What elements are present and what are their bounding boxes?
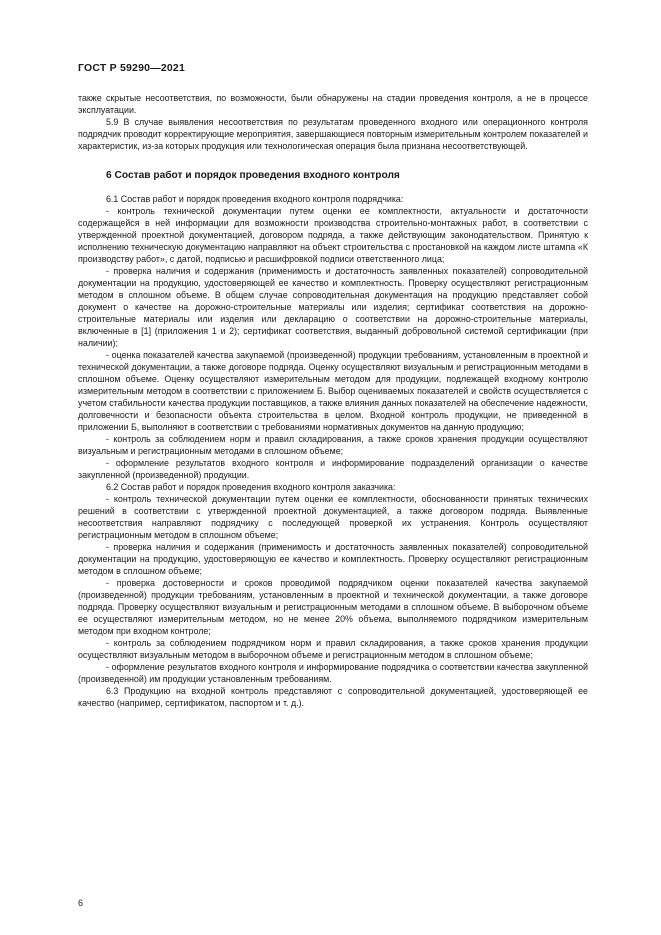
- standard-header: ГОСТ Р 59290—2021: [78, 62, 186, 74]
- paragraph: - оценка показателей качества закупаемой (произведенной) продукции требованиям, установленным в проектной и технической документации, а также договоре подряда. Оценку осуществляют визуальным и регистрационным методами в сплошном объеме. Оценку осуществляют измерительным методом для продукции, подлежащей входному контролю измерительным методом в соответствии с приложением Б. Выбор оцениваемых показателей и свойств осуществляется с учетом стабильности качества продукции поставщиков, а также влияния данных показателей на обеспечение надежности, долговечности и безопасности объекта строительства в целом. Входной контроль продукции, не приведенной в приложении Б, выполняют в соответствии с требованиями нормативных документов на данную продукцию;: [78, 350, 588, 432]
- top-paragraphs: [78, 92, 588, 152]
- paragraph: - оформление результатов входного контроля и информирование подрядчика о соответствии качества закупленной (произведенной) им продукции установленным требованиям.: [78, 662, 588, 684]
- paragraph: также скрытые несоответствия, по возможности, были обнаружены на стадии проведения контроля, а не в процессе эксплуатации.: [78, 93, 588, 115]
- page-number: 6: [78, 898, 84, 908]
- paragraph: - проверка наличия и содержания (применимость и достаточность заявленных показателей) сопроводительной документации на продукцию, удостоверяющую ее качество и комплектность. Проверку осуществляют регистрационным методом в сплошном объеме;: [78, 542, 588, 576]
- paragraph: - проверка наличия и содержания (применимость и достаточность заявленных показателей) сопроводительной документации на продукцию, удостоверяющей ее качество и комплектность. Проверку осуществляют регистрационным методом в сплошном объеме. В общем случае сопроводительная документация на продукцию представляет собой документ о качестве на дорожно-строительные материалы или изделия; сертификат соответствия на дорожно-строительные материалы или изделия или декларацию о соответствии на дорожно-строительные материалы, включенные в [1] (приложения 1 и 2); сертификат соответствия, выданный добровольной системой сертификации (при наличии);: [78, 266, 588, 348]
- paragraph: 6.2 Состав работ и порядок проведения входного контроля заказчика:: [106, 482, 396, 492]
- paragraph: - контроль за соблюдением подрядчиком норм и правил складирования, а также сроков хранения продукции осуществляют визуальным методом в выборочном объеме и регистрационным методом в сплошном объеме;: [78, 638, 588, 660]
- paragraph: 6.3 Продукцию на входной контроль представляют с сопроводительной документацией, удостоверяющей ее качество (например, сертификатом, паспортом и т. д.).: [78, 686, 588, 708]
- paragraph: - контроль технической документации путем оценки ее комплектности, актуальности и достаточности содержащейся в ней информации для возможности производства строительно-монтажных работ, в соответствии с утвержденной проектной документацией, договором подряда, а также действующим законодательством. Принятую к исполнению техническую документацию направляют на объект строительства с простановкой на каждом листе штампа «К производству работ», с датой, подписью и расшифровкой подписи ответственного лица;: [78, 206, 588, 264]
- section-paragraphs: [78, 193, 588, 709]
- section-title: 6 Состав работ и порядок проведения входного контроля: [106, 170, 400, 181]
- document-body: [78, 92, 588, 709]
- paragraph: 6.1 Состав работ и порядок проведения входного контроля подрядчика:: [106, 194, 404, 204]
- paragraph: 5.9 В случае выявления несоответствия по результатам проведенного входного или операционного контроля подрядчик проводит корректирующие мероприятия, завершающиеся повторным измерительным контролем показателей и характеристик, из-за которых продукция или технологическая операция была признана несоответствующей.: [78, 117, 588, 151]
- paragraph: - проверка достоверности и сроков проводимой подрядчиком оценки показателей качества закупаемой (произведенной) продукции требованиям, установленным в проектной и технической документации, а также договоре подряда. Проверку осуществляют визуальным и регистрационным методами в сплошном объеме. В выборочном объеме ее осуществляют измерительным методом, но не менее 20% объема, выполняемого подрядчиком измерительным методом при входном контроле;: [78, 578, 588, 636]
- paragraph: - оформление результатов входного контроля и информирование подразделений организации о качестве закупленной (произведенной) продукции.: [78, 458, 588, 480]
- paragraph: - контроль технической документации путем оценки ее комплектности, обоснованности принятых технических решений в соответствии с утвержденной проектной документацией, а также договором подряда. Выявленные несоответствия направляют подрядчику с последующей проверкой их устранения. Контроль осуществляют регистрационным методом в сплошном объеме;: [78, 494, 588, 540]
- paragraph: - контроль за соблюдением норм и правил складирования, а также сроков хранения продукции осуществляют визуальным и регистрационным методами в сплошном объеме;: [78, 434, 588, 456]
